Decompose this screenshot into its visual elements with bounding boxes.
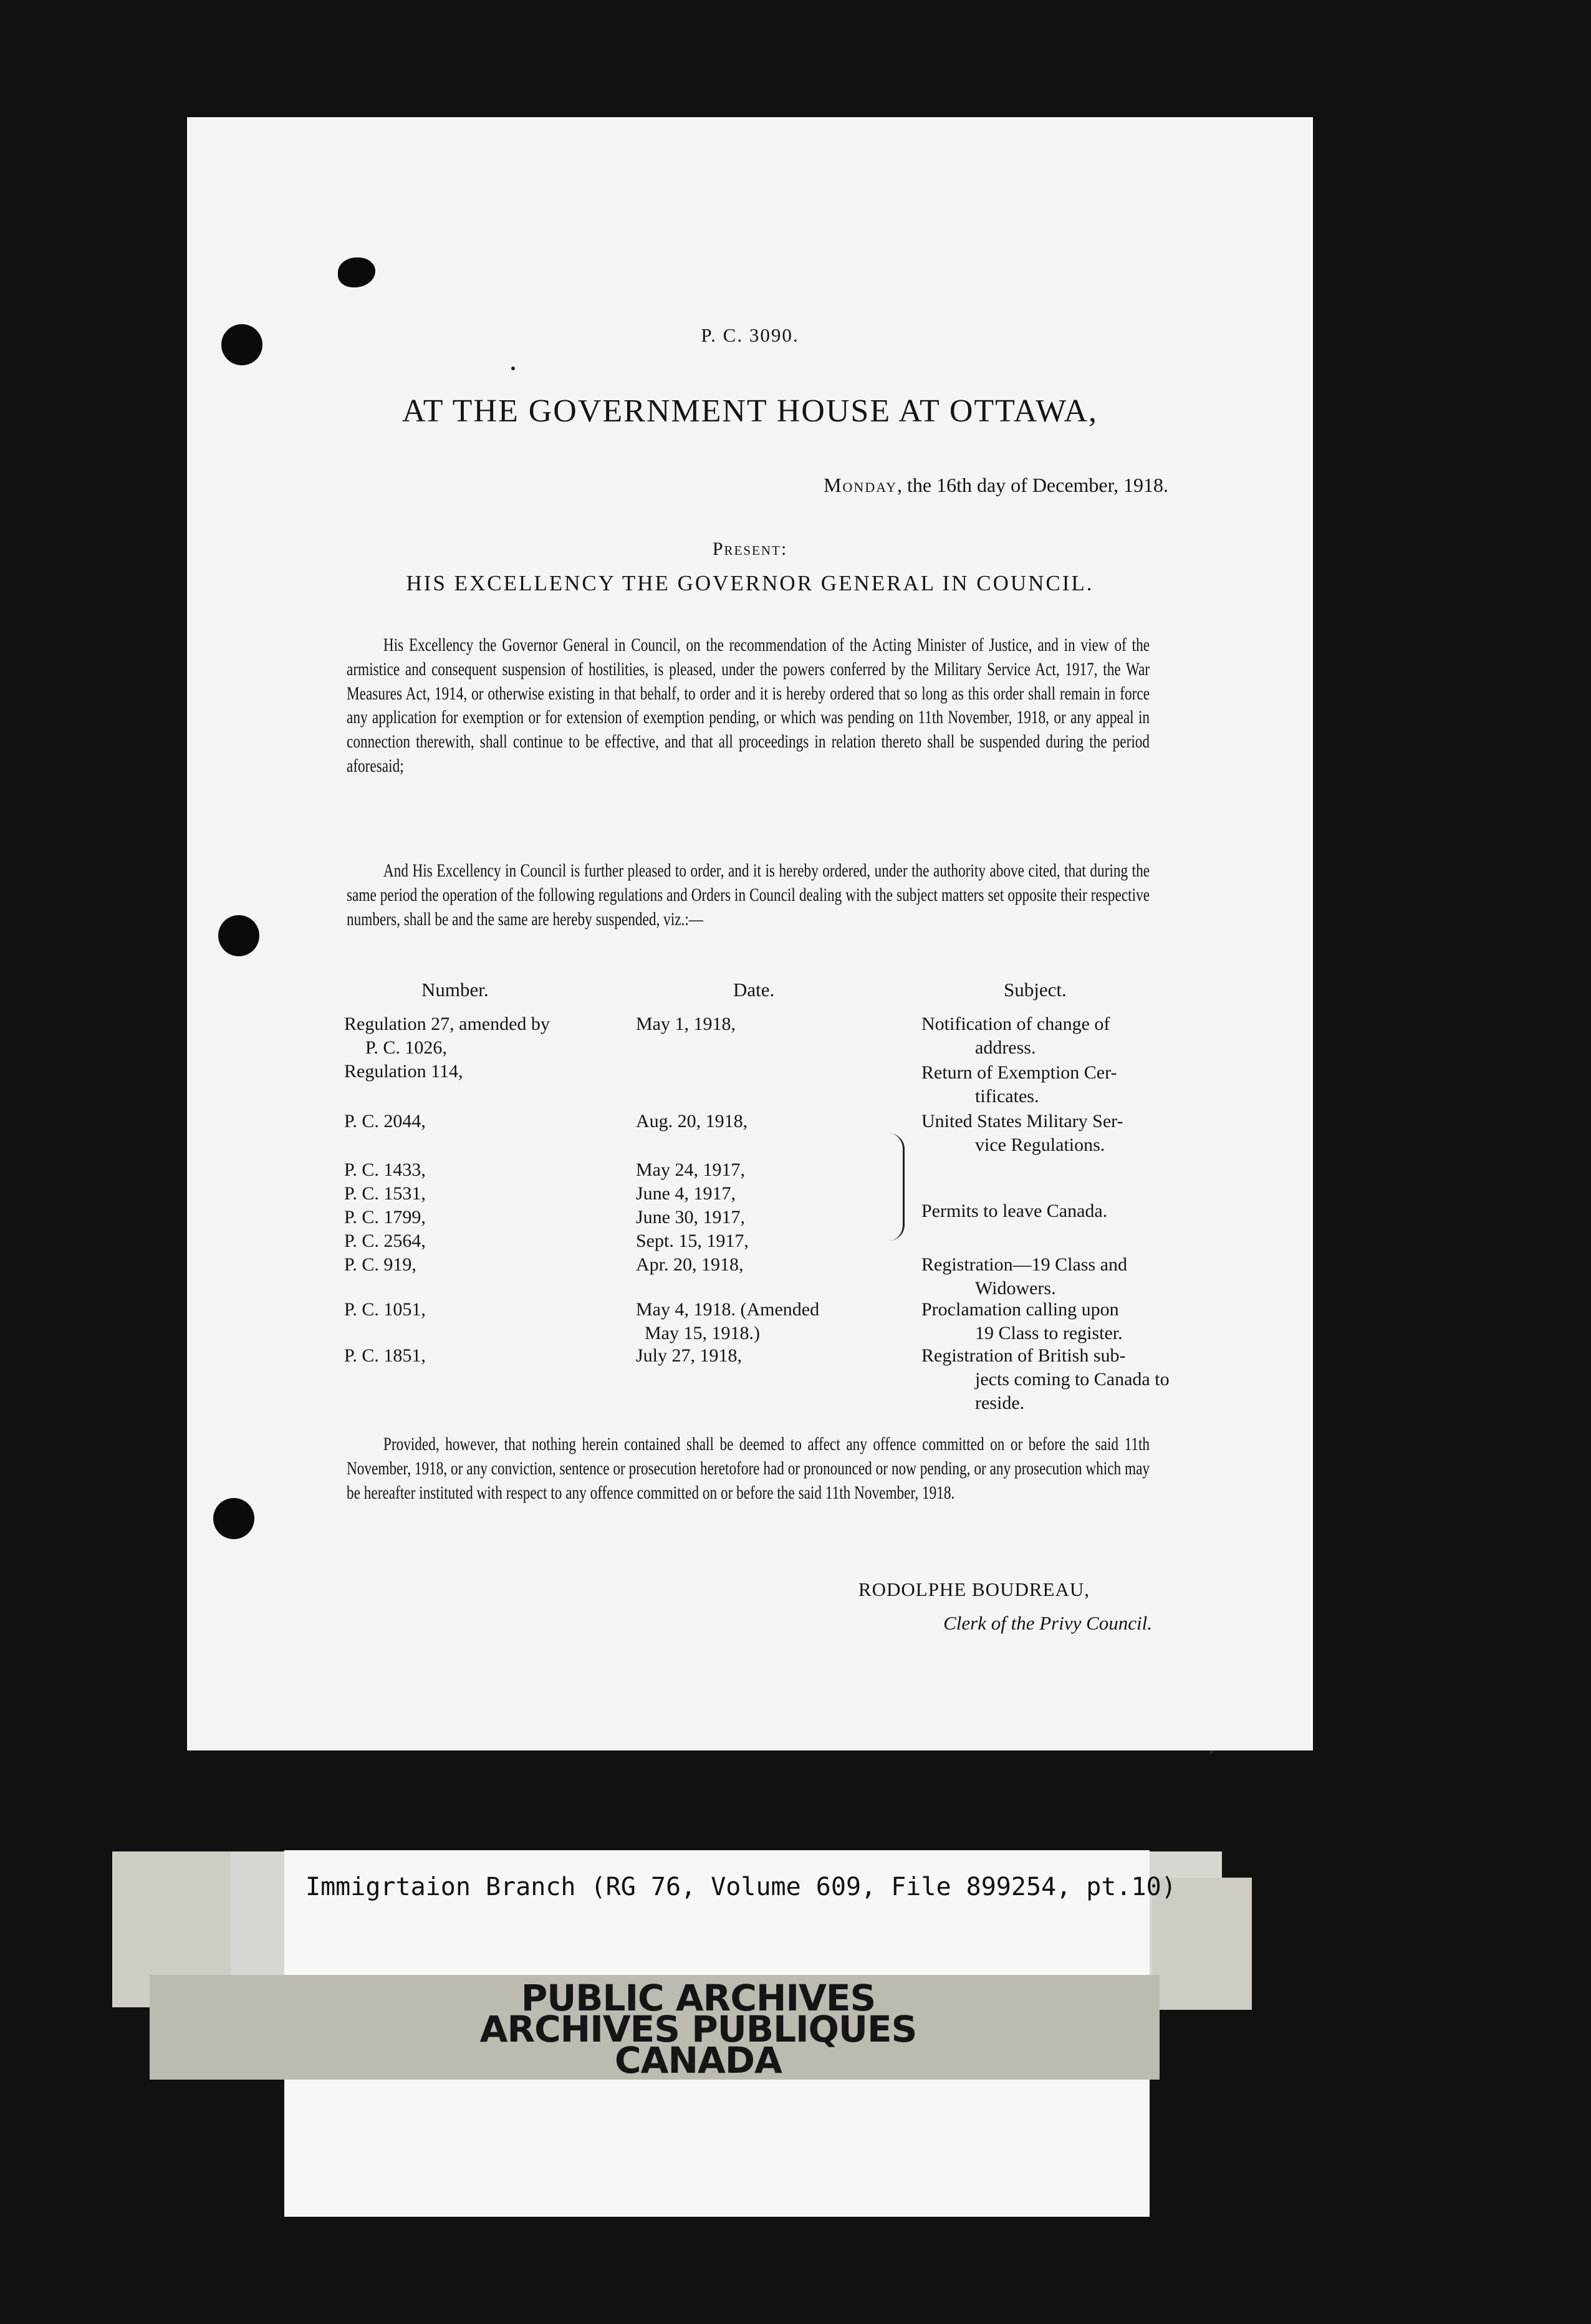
table-row-date: May 4, 1918. (Amended [636,1299,820,1320]
date-line [824,474,1168,497]
table-row-date: Aug. 20, 1918, [636,1111,748,1131]
number-line: Regulation 27, amended by [344,1014,550,1034]
date-day: Monday [824,474,897,496]
table-row-date: May 15, 1918.) [645,1323,760,1343]
table-row-date: May 1, 1918, [636,1014,736,1034]
signature-name: RODOLPHE BOUDREAU, [858,1578,1090,1600]
table-row-number: P. C. 2564, [344,1231,426,1251]
stamp-line-1: PUBLIC ARCHIVES [521,1977,876,2019]
table-row-number: P. C. 1799, [344,1207,426,1227]
signature-title: Clerk of the Privy Council. [943,1612,1152,1634]
subject-cell [921,1012,1110,1060]
subject-line: Registration of British sub- [921,1345,1126,1366]
date-rest: , the 16th day of December, 1918. [896,474,1168,496]
order-number: P. C. 3090. [701,324,799,346]
paragraph-2: And His Excellency in Council is further pleased to order, and it is hereby ordered, under the authority above cited, that during the same period the operation of the following regulations and Orders in Council dealing with the subject matters set opposite their respective numbers, shall be and the same are hereby suspended, viz.:— [347,860,1150,929]
subject-cell [921,1110,1123,1157]
document-page [187,117,1313,1750]
brace [889,1133,905,1241]
subject-line: address. [975,1037,1036,1058]
archives-stamp [461,1977,935,2082]
table-row-number: P. C. 1051, [344,1299,426,1320]
subject-line: jects coming to Canada to [975,1369,1170,1390]
subject-line: Return of Exemption Cer- [921,1062,1117,1083]
subject-line: United States Military Ser- [921,1111,1123,1131]
paragraph-3: Provided, however, that nothing herein contained shall be deemed to affect any offence committed on or before the said 11th November, 1918, or any conviction, sentence or prosecution heretofore had or pronounced or now pending, or any prosecution which may be hereafter instituted with respect to any offence committed on or before the said 11th November, 1918. [347,1434,1150,1503]
header-subject: Subject. [1004,979,1067,1001]
archive-reference: Immigrtaion Branch (RG 76, Volume 609, File 899254, pt.10) [305,1873,1176,1901]
header-date: Date. [733,979,775,1001]
subject-line: Proclamation calling upon [921,1299,1119,1320]
table-row-number: P. C. 919, [344,1254,416,1275]
table-row-date: Sept. 15, 1917, [636,1231,749,1251]
stamp-line-2: ARCHIVES PUBLIQUES [479,2008,917,2050]
table-row-number: P. C. 1531, [344,1183,426,1204]
header-number: Number. [421,979,489,1001]
subject-line: vice Regulations. [975,1135,1105,1155]
table-row-date: June 30, 1917, [636,1207,745,1227]
subject-cell [921,1298,1123,1345]
stamp-line-3: CANADA [615,2039,782,2082]
table-row-number: P. C. 2044, [344,1111,426,1131]
binder-hole [218,915,259,956]
subject-cell [921,1061,1117,1108]
binder-hole [221,324,262,365]
number-line: P. C. 1026, [365,1037,447,1058]
subject-cell [921,1344,1170,1415]
table-row-date: June 4, 1917, [636,1183,736,1204]
ink-blot [338,257,375,287]
speck [511,367,515,370]
subject-cell [921,1253,1127,1300]
binder-hole [213,1498,254,1539]
paragraph-1: His Excellency the Governor General in Council, on the recommendation of the Acting Minister of Justice, and in view of the armistice and consequent suspension of hostilities, is pleased, under the powers conferred by the Military Service Act, 1917, the War Measures Act, 1914, or otherwise existing in that behalf, to order and it is hereby ordered that so long as this order shall remain in force any application for exemption or for extension of exemption pending, or which was pending on 11th November, 1918, or any appeal in connection therewith, shall continue to be effective, and that all proceedings in relation thereto shall be suspended during the period aforesaid; [347,635,1150,776]
subject-line: 19 Class to register. [975,1323,1123,1343]
table-row-number: P. C. 1851, [344,1345,426,1366]
number-line: Regulation 114, [344,1061,463,1082]
document-heading: AT THE GOVERNMENT HOUSE AT OTTAWA, [401,393,1098,429]
table-row-number: P. C. 1433, [344,1160,426,1180]
subject-cell: Permits to leave Canada. [921,1201,1108,1221]
subject-line: Registration—19 Class and [921,1254,1127,1275]
council-heading: HIS EXCELLENCY THE GOVERNOR GENERAL IN COUNCIL. [406,571,1094,595]
subject-line: Notification of change of [921,1014,1110,1034]
subject-line: Widowers. [975,1278,1056,1299]
table-row-date: May 24, 1917, [636,1160,745,1180]
table-row-date: Apr. 20, 1918, [636,1254,744,1275]
present-label: Present: [712,539,788,559]
table-row-date: July 27, 1918, [636,1345,743,1366]
number-column [344,1012,550,1083]
subject-line: tificates. [975,1086,1039,1107]
subject-line: reside. [975,1393,1025,1413]
speck [1209,1750,1213,1754]
